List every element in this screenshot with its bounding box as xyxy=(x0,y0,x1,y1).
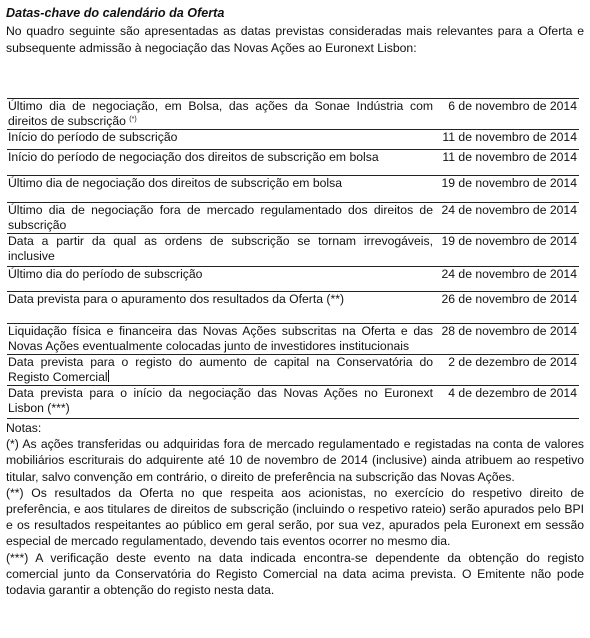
event-text: Data a partir da qual as ordens de subscrição se tornam irrevogáveis, inclusive xyxy=(8,234,433,263)
date-cell: 2 de dezembro de 2014 xyxy=(433,355,579,386)
event-cell xyxy=(7,176,433,203)
event-cell xyxy=(7,150,433,176)
event-cell xyxy=(7,292,433,324)
table-row xyxy=(7,234,579,267)
event-text: Liquidação física e financeira das Novas Ações subscritas na Oferta e das Novas Ações eventualmente colocadas junto de investidores institucionais xyxy=(8,324,433,353)
date-cell: 11 de novembro de 2014 xyxy=(433,150,579,176)
event-text: Data prevista para o apuramento dos resultados da Oferta (**) xyxy=(8,292,345,306)
table-row xyxy=(7,203,579,234)
notes-heading: Notas: xyxy=(6,421,42,435)
event-cell xyxy=(7,234,433,267)
calendar-table xyxy=(7,98,579,419)
date-cell: 19 de novembro de 2014 xyxy=(433,176,579,203)
event-text: Último dia do período de subscrição xyxy=(8,267,203,281)
footnote-marker: (*) xyxy=(129,116,137,123)
text-cursor xyxy=(108,370,109,382)
intro-paragraph: No quadro seguinte são apresentadas as datas previstas consideradas mais relevantes para a Oferta e subsequente admissão à negociação das Novas Ações ao Euronext Lisbon: xyxy=(6,24,584,55)
event-text: Último dia de negociação dos direitos de subscrição em bolsa xyxy=(8,176,342,190)
date-cell: 26 de novembro de 2014 xyxy=(433,292,579,324)
notes-section xyxy=(6,420,584,598)
date-cell: 6 de novembro de 2014 xyxy=(433,99,579,130)
document-body xyxy=(6,0,584,598)
document-title: Datas-chave do calendário da Oferta xyxy=(6,6,225,20)
event-cell xyxy=(7,267,433,292)
table-row xyxy=(7,130,579,150)
event-text: Data prevista para o registo do aumento de capital na Conservatória do Registo Comercial xyxy=(8,355,433,384)
table-row xyxy=(7,99,579,130)
table-row xyxy=(7,355,579,386)
calendar-table-body xyxy=(7,99,579,419)
note-2: (**) Os resultados da Oferta no que respeita aos acionistas, no exercício do respetivo direito de preferência, e aos titulares de direitos de subscrição (incluindo o respetivo rateio) serão apurados pelo BPI e os resultados respeitantes ao público em geral serão, por sua vez, apurados pela Euronext em sessão especial de mercado regulamentado, devendo tais eventos ocorrer no mesmo dia. xyxy=(6,485,584,549)
event-text: Último dia de negociação, em Bolsa, das ações da Sonae Indústria com direitos de subscrição xyxy=(8,99,433,128)
date-cell: 4 de dezembro de 2014 xyxy=(433,386,579,419)
event-cell xyxy=(7,386,433,419)
note-1: (*) As ações transferidas ou adquiridas fora de mercado regulamentado e registadas na conta de valores mobiliários escriturais do adquirente até 10 de novembro de 2014 (inclusive) ainda atribuem ao respetivo titular, salvo convenção em contrário, o direito de preferência na subscrição das Novas Ações. xyxy=(6,437,584,484)
spacer xyxy=(6,57,584,98)
table-row xyxy=(7,150,579,176)
table-row xyxy=(7,267,579,292)
event-text: Data prevista para o início da negociação das Novas Ações no Euronext Lisbon (***) xyxy=(8,386,433,415)
date-cell: 28 de novembro de 2014 xyxy=(433,324,579,355)
date-cell: 24 de novembro de 2014 xyxy=(433,267,579,292)
table-row xyxy=(7,324,579,355)
table-row xyxy=(7,386,579,419)
date-cell: 24 de novembro de 2014 xyxy=(433,203,579,234)
table-row xyxy=(7,292,579,324)
event-text: Início do período de negociação dos direitos de subscrição em bolsa xyxy=(8,150,379,164)
event-text: Início do período de subscrição xyxy=(8,130,178,144)
event-cell xyxy=(7,130,433,150)
event-cell xyxy=(7,203,433,234)
date-cell: 19 de novembro de 2014 xyxy=(433,234,579,267)
event-cell xyxy=(7,99,433,130)
event-cell xyxy=(7,355,433,386)
event-cell xyxy=(7,324,433,355)
event-text: Último dia de negociação fora de mercado regulamentado dos direitos de subscrição xyxy=(8,203,433,232)
date-cell: 11 de novembro de 2014 xyxy=(433,130,579,150)
note-3: (***) A verificação deste evento na data indicada encontra-se dependente da obtenção do registo comercial junto da Conservatória do Registo Comercial na data acima prevista. O Emitente não pode todavia garantir a obtenção do registo nesta data. xyxy=(6,550,584,598)
table-row xyxy=(7,176,579,203)
